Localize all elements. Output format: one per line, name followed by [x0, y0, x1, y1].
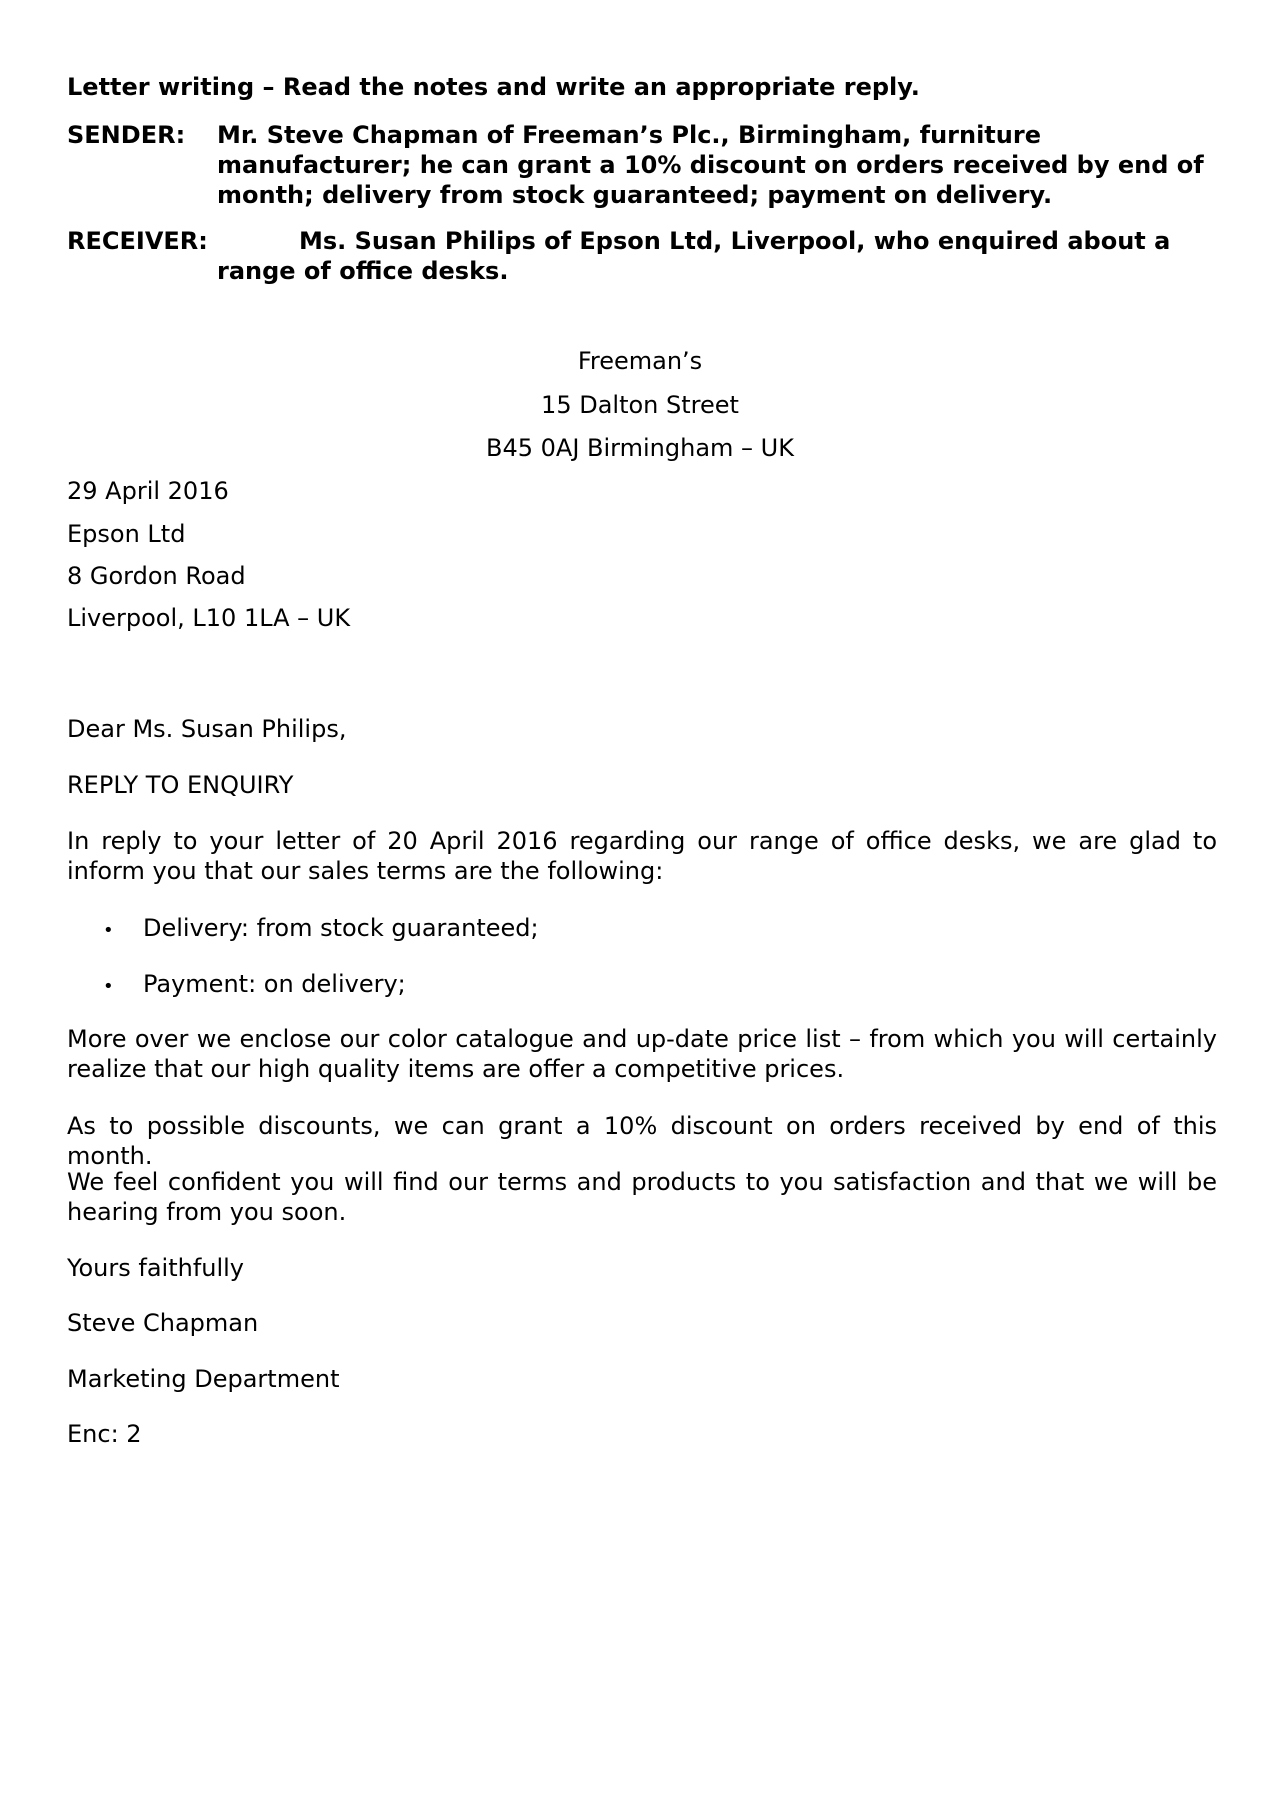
complimentary-close: Yours faithfully — [67, 1254, 245, 1282]
salutation: Dear Ms. Susan Philips, — [67, 715, 347, 743]
receiver-note-line-2: range of office desks. — [217, 257, 509, 285]
sender-note-text: Mr. Steve Chapman of Freeman’s Plc., Birmingham, furniture manufacturer; he can grant a 10% discount on orders received by end of month; delivery from stock guaranteed; payment on delivery. — [217, 121, 1204, 209]
receiver-note — [67, 226, 1217, 286]
receiver-note-text — [217, 226, 1217, 286]
signatory-department: Marketing Department — [67, 1365, 340, 1393]
sender-company: Freeman’s — [577, 347, 703, 375]
bullet-icon: • — [103, 976, 114, 997]
recipient-street: 8 Gordon Road — [67, 562, 246, 590]
recipient-city: Liverpool, L10 1LA – UK — [67, 604, 351, 632]
sender-note — [67, 120, 1217, 210]
task-instruction: Letter writing – Read the notes and write an appropriate reply. — [67, 73, 920, 101]
receiver-label: RECEIVER: — [67, 227, 208, 255]
enclosures-note: Enc: 2 — [67, 1420, 142, 1448]
list-item — [103, 913, 539, 946]
term-payment: Payment: on delivery; — [143, 970, 406, 998]
sender-street: 15 Dalton Street — [541, 391, 739, 419]
receiver-note-line-1: Ms. Susan Philips of Epson Ltd, Liverpool, who enquired about a — [299, 227, 1171, 255]
discount-paragraph: As to possible discounts, we can grant a 10% discount on orders received by end of this month. — [67, 1112, 1217, 1170]
closing-paragraph: We feel confident you will find our terms and products to you satisfaction and that we will be hearing from you soon. — [67, 1168, 1217, 1226]
letter-date: 29 April 2016 — [67, 477, 229, 505]
sender-city: B45 0AJ Birmingham – UK — [486, 434, 794, 462]
intro-paragraph: In reply to your letter of 20 April 2016 regarding our range of office desks, we are glad to inform you that our sales terms are the following: — [67, 827, 1217, 885]
catalogue-paragraph: More over we enclose our color catalogue and up-date price list – from which you will certainly realize that our high quality items are offer a competitive prices. — [67, 1025, 1217, 1083]
subject-line: REPLY TO ENQUIRY — [67, 771, 294, 799]
list-item — [103, 969, 406, 1002]
signatory-name: Steve Chapman — [67, 1309, 259, 1337]
bullet-icon: • — [103, 920, 114, 941]
recipient-company: Epson Ltd — [67, 520, 186, 548]
term-delivery: Delivery: from stock guaranteed; — [143, 914, 539, 942]
sender-label: SENDER: — [67, 121, 186, 149]
